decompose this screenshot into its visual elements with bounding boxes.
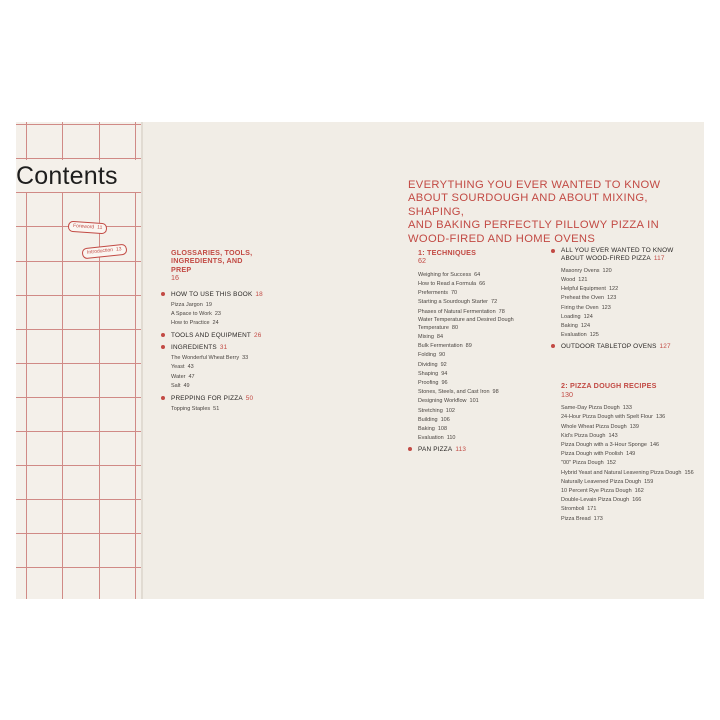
tab-page: 11: [96, 224, 103, 232]
book-spread: [16, 122, 704, 599]
section-title: 1: TECHNIQUES: [418, 248, 477, 257]
tab-page: 13: [115, 246, 122, 253]
toc-entry[interactable]: Pizza Dough with Poolish 149: [561, 451, 636, 458]
toc-entry[interactable]: Salt 49: [171, 382, 190, 389]
toc-entry[interactable]: How to Read a Formula 66: [418, 281, 486, 288]
toc-entry[interactable]: Designing Workflow 101: [418, 398, 479, 405]
toc-heading-how-to-use[interactable]: HOW TO USE THIS BOOK 18: [171, 290, 283, 299]
bullet-dot: [408, 447, 412, 451]
toc-entry[interactable]: Pizza Bread 173: [561, 515, 603, 522]
toc-entry[interactable]: Topping Staples 51: [171, 406, 220, 413]
toc-entry[interactable]: Helpful Equipment 122: [561, 286, 619, 293]
toc-entry[interactable]: Building 106: [418, 416, 450, 423]
toc-entry[interactable]: Yeast 43: [171, 364, 194, 371]
toc-entry[interactable]: Pizza Dough with a 3-Hour Sponge 146: [561, 442, 660, 449]
toc-entry[interactable]: Preferments 70: [418, 290, 458, 297]
toc-entry[interactable]: Baking 108: [418, 426, 448, 433]
toc-heading-ingredients[interactable]: INGREDIENTS 31: [171, 343, 283, 352]
toc-entry[interactable]: Double-Levain Pizza Dough 166: [561, 497, 642, 504]
toc-heading-outdoor-ovens[interactable]: OUTDOOR TABLETOP OVENS 127: [561, 342, 701, 351]
toc-entry[interactable]: Water 47: [171, 373, 195, 380]
toc-entry[interactable]: Temperature 80: [418, 324, 459, 331]
toc-entry[interactable]: Shaping 94: [418, 370, 448, 377]
toc-heading-tools[interactable]: TOOLS AND EQUIPMENT 26: [171, 331, 283, 340]
toc-entry[interactable]: Naturally Leavened Pizza Dough 159: [561, 478, 654, 485]
contents-heading: Contents: [16, 160, 142, 192]
tagline: EVERYTHING YOU EVER WANTED TO KNOW ABOUT SOURDOUGH AND ABOUT MIXING, SHAPING, AND BAKING PERFECTLY PILLOWY PIZZA IN WOOD-FIRED AND HOME OVENS: [408, 179, 661, 245]
toc-entry[interactable]: Phases of Natural Fermentation 78: [418, 308, 505, 315]
toc-entry[interactable]: Same-Day Pizza Dough 133: [561, 405, 632, 412]
toc-heading-wood-fired[interactable]: ALL YOU EVER WANTED TO KNOW ABOUT WOOD-FIRED PIZZA 117: [561, 247, 701, 264]
section-title: GLOSSARIES, TOOLS, INGREDIENTS, AND PREP: [171, 248, 253, 274]
tab-label: Introduction: [86, 247, 114, 256]
toc-entry[interactable]: Folding 90: [418, 352, 446, 359]
section-page: 62: [418, 256, 426, 266]
toc-column-3: [561, 247, 701, 524]
tab-label: Foreword: [72, 222, 95, 231]
toc-entry[interactable]: "00" Pizza Dough 152: [561, 460, 616, 467]
toc-entry[interactable]: How to Practice 24: [171, 320, 219, 327]
toc-entry[interactable]: Firing the Oven 123: [561, 304, 611, 311]
toc-entry[interactable]: A Space to Work 23: [171, 310, 221, 317]
toc-entry[interactable]: Loading 124: [561, 313, 593, 320]
toc-entry[interactable]: Weighing for Success 64: [418, 271, 481, 278]
toc-entry[interactable]: Starting a Sourdough Starter 72: [418, 299, 498, 306]
toc-entry[interactable]: 10 Percent Rye Pizza Dough 162: [561, 488, 644, 495]
bullet-dot: [551, 249, 555, 253]
section-page: 16: [171, 273, 179, 283]
toc-entry[interactable]: Kid's Pizza Dough 143: [561, 432, 618, 439]
toc-entry[interactable]: The Wonderful Wheat Berry 33: [171, 355, 249, 362]
bullet-dot: [161, 345, 165, 349]
toc-entry[interactable]: Whole Wheat Pizza Dough 139: [561, 423, 639, 430]
toc-entry[interactable]: Bulk Fermentation 89: [418, 343, 472, 350]
toc-entry[interactable]: Hybrid Yeast and Natural Leavening Pizza Dough 156: [561, 469, 694, 476]
toc-heading-pan-pizza[interactable]: PAN PIZZA 113: [418, 445, 548, 454]
section-page: 130: [561, 389, 573, 399]
toc-entry[interactable]: 24-Hour Pizza Dough with Spelt Flour 136: [561, 414, 666, 421]
toc-entry[interactable]: Stromboli 171: [561, 506, 597, 513]
toc-entry[interactable]: Mixing 84: [418, 334, 444, 341]
toc-entry[interactable]: Baking 124: [561, 323, 591, 330]
bullet-dot: [161, 396, 165, 400]
bullet-dot: [161, 333, 165, 337]
grid-pattern: [16, 122, 142, 599]
toc-entry[interactable]: Evaluation 125: [561, 332, 599, 339]
left-page: [16, 122, 142, 599]
toc-entry[interactable]: Stretching 102: [418, 407, 455, 414]
toc-entry[interactable]: Water Temperature and Desired Dough: [418, 316, 514, 323]
toc-entry[interactable]: Stones, Steels, and Cast Iron 98: [418, 389, 499, 396]
bullet-dot: [551, 344, 555, 348]
toc-column-2: [418, 249, 548, 454]
toc-entry[interactable]: Wood 121: [561, 277, 588, 284]
toc-heading-prepping[interactable]: PREPPING FOR PIZZA 50: [171, 394, 283, 403]
toc-entry[interactable]: Evaluation 110: [418, 435, 456, 442]
bullet-dot: [161, 292, 165, 296]
toc-entry[interactable]: Masonry Ovens 120: [561, 267, 612, 274]
toc-entry[interactable]: Dividing 92: [418, 361, 447, 368]
section-title: 2: PIZZA DOUGH RECIPES: [561, 381, 657, 391]
toc-entry[interactable]: Preheat the Oven 123: [561, 295, 617, 302]
toc-entry[interactable]: Pizza Jargon 19: [171, 301, 212, 308]
toc-column-1: [171, 249, 283, 414]
toc-entry[interactable]: Proofing 96: [418, 380, 448, 387]
gutter: [141, 122, 143, 599]
